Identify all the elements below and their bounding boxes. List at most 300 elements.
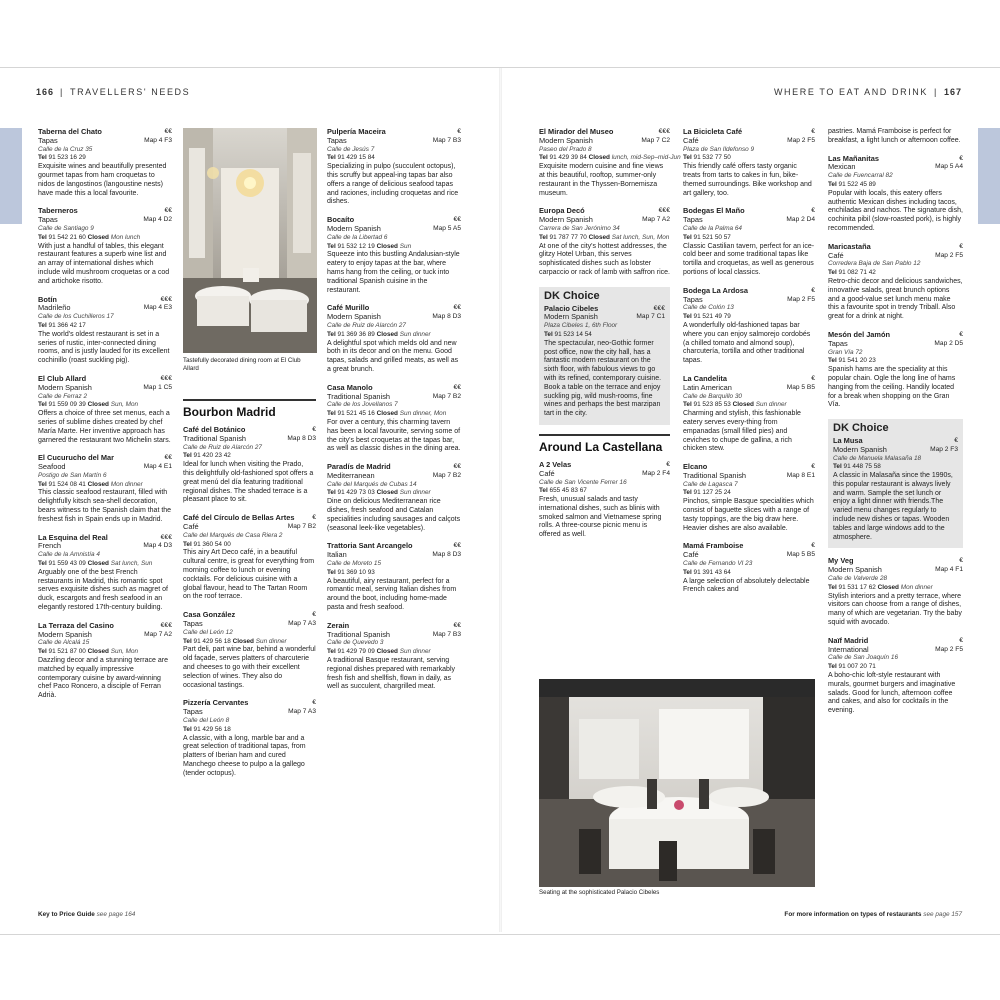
restaurant-name: Zerain [327, 620, 350, 630]
gutter [499, 68, 502, 932]
tel-label: Tel [327, 154, 336, 162]
cuisine-type: Modern Spanish [544, 312, 598, 322]
closed-label: Closed [232, 637, 254, 645]
tel-number: 91 521 50 57 [693, 233, 731, 241]
map-reference: Map 2 F5 [935, 645, 963, 653]
restaurant-name: Bodegas El Maño [683, 206, 745, 216]
address: Calle de Valverde 28 [828, 575, 888, 583]
cuisine-type: Italian [327, 550, 347, 560]
telephone-line [828, 357, 963, 366]
tel-label: Tel [327, 648, 336, 656]
section-heading: Bourbon Madrid [183, 399, 316, 419]
right-thumb-tab [978, 128, 1000, 224]
tel-label: Tel [544, 330, 553, 338]
description: Dazzling decor and a stunning terrace are matched by equally impressive contemporary cuisine by award-winning chef Paco Roncero, a disciple of Ferran Adrià. [38, 657, 168, 700]
map-reference: Map 5 B5 [786, 383, 815, 391]
entry-type-row [38, 463, 172, 472]
club-allard-caption: Tastefully decorated dining room at El Club Allard [183, 357, 301, 372]
right-running-head: WHERE TO EAT AND DRINK | 167 [773, 87, 962, 97]
price-band: €€ [453, 304, 461, 312]
entry-type-row [183, 435, 316, 444]
telephone-line [828, 181, 963, 190]
price-band: € [457, 128, 461, 135]
price-band: € [959, 330, 963, 338]
tel-label: Tel [38, 154, 47, 162]
tel-label: Tel [38, 321, 47, 329]
restaurant-name: Bodega La Ardosa [683, 285, 749, 295]
tel-label: Tel [683, 233, 692, 241]
cuisine-type: Modern Spanish [539, 215, 593, 225]
tel-number: 91 521 87 00 [48, 648, 86, 656]
entry-type-row [683, 296, 815, 305]
map-reference: Map 2 D4 [786, 216, 815, 224]
address: Calle de San Joaquín 16 [828, 654, 898, 662]
tel-label: Tel [683, 489, 692, 497]
entry-type-row [327, 393, 461, 402]
description: Fresh, unusual salads and tasty international dishes, such as blinis with smoked salmon and Vietnamese spring rolls. A three-course picnic menu is offered as well. [539, 496, 662, 539]
closed-days: Mon dinner [110, 480, 143, 488]
tel-number: 91 532 12 19 [337, 242, 375, 250]
closed-days: Sat lunch, Sun [110, 560, 153, 568]
telephone-line [38, 560, 172, 569]
description: Classic Castilian tavern, perfect for an ice-cold beer and some traditional tapas like tortilla and croquetas, as well as generous portions of local classics. [683, 242, 815, 276]
restaurant-entry [683, 375, 815, 454]
cuisine-type: International [828, 644, 869, 654]
closed-days: Sun, Mon [110, 401, 139, 409]
closed-label: Closed [376, 489, 398, 497]
restaurant-name: Café del Botánico [183, 425, 246, 434]
price-band: €€€ [160, 533, 172, 541]
description: Dine on delicious Mediterranean rice dishes, fresh seafood and Catalan specialities including sausages and calçots (seasonal leek-like vegetables). [327, 498, 461, 532]
tel-number: 91 524 08 41 [48, 480, 86, 488]
map-reference: Map 2 D5 [934, 339, 963, 347]
description: A wonderfully old-fashioned tapas bar where you can enjoy salmorejo cordobés (a chilled tomato and almond soup), charcutería, tortilla and other traditional tapas. [683, 321, 811, 365]
entry-type-row [833, 446, 958, 455]
cuisine-type: Café [539, 468, 555, 478]
price-band: €€€ [160, 295, 172, 303]
tel-label: Tel [683, 154, 692, 162]
tel-label: Tel [539, 154, 548, 162]
cuisine-type: Tapas [327, 135, 347, 145]
restaurant-entry [327, 622, 461, 692]
address: Carrera de San Jerónimo 34 [539, 224, 620, 232]
restaurant-name: My Veg [828, 556, 854, 566]
cuisine-type: Café [683, 135, 699, 145]
price-band: € [811, 374, 815, 382]
price-band: €€ [164, 207, 172, 215]
tel-number: 91 541 20 23 [838, 357, 876, 365]
address: Calle de Quevedo 3 [327, 639, 384, 647]
closed-days: Mon dinner [900, 583, 933, 591]
tel-label: Tel [38, 401, 47, 409]
column-2 [183, 395, 316, 787]
tel-label: Tel [327, 410, 336, 418]
entry-type-row [539, 470, 670, 479]
tel-label: Tel [828, 180, 837, 188]
cuisine-type: Seafood [38, 462, 66, 472]
restaurant-entry [828, 637, 963, 716]
telephone-line [183, 452, 316, 461]
cuisine-type: Tapas [38, 215, 58, 225]
telephone-line [183, 541, 316, 550]
continued-text: pastries. Mamá Framboise is perfect for breakfast, a light lunch or afternoon coffee. [828, 128, 961, 144]
description: Popular with locals, this eatery offers authentic Mexican dishes including tacos, enchiladas and nachos. The signature dish, cochinita pibil (slow-roasted pork), is highly recommended. [828, 189, 963, 232]
closed-label: Closed [87, 233, 109, 241]
tel-number: 91 007 20 71 [838, 663, 876, 671]
telephone-line [544, 331, 665, 340]
price-band: €€€ [658, 207, 670, 215]
address: Postigo de San Martín 6 [38, 471, 107, 479]
price-band: €€ [453, 463, 461, 471]
entry-name-row [539, 461, 670, 470]
cuisine-type: Mexican [828, 162, 856, 172]
map-reference: Map 7 B3 [432, 630, 461, 638]
restaurant-entry [183, 514, 316, 602]
tel-number: 91 521 45 16 [337, 410, 375, 418]
address: Calle del Marqués de Cubas 14 [327, 480, 417, 488]
cuisine-type: Traditional Spanish [327, 629, 390, 639]
description: Stylish interiors and a pretty terrace, where visitors can choose from a range of dishes, many of which are vegetarian. Try the baby squid with avocado. [828, 592, 962, 627]
entry-type-row [828, 163, 963, 172]
tel-label: Tel [38, 560, 47, 568]
left-page-number: 166 [36, 87, 55, 97]
map-reference: Map 7 A3 [288, 708, 316, 716]
column-1 [38, 128, 172, 710]
cuisine-type: Madrileño [38, 303, 71, 313]
address: Calle de la Palma 64 [683, 224, 742, 232]
cuisine-type: Tapas [683, 294, 703, 304]
closed-days: Sun dinner [255, 637, 287, 645]
price-band: € [811, 286, 815, 294]
cuisine-type: Modern Spanish [38, 629, 92, 639]
entry-type-row [539, 137, 670, 146]
address: Corredera Baja de San Pablo 12 [828, 260, 921, 268]
restaurant-entry [539, 207, 670, 277]
description: The spectacular, neo-Gothic former post office, now the city hall, has a fantastic modern restaurant on the sixth floor, with fabulous views to go with its refined, contemporary cuisine. Book a table on the terrace and enjoy suckling pig, wild mush-rooms, fine wines and perhaps the best marzipan tart in the city. [544, 339, 662, 418]
price-band: € [959, 154, 963, 162]
entry-type-row [683, 137, 815, 146]
price-band: €€€ [160, 374, 172, 382]
left-running-head: 166 | TRAVELLERS' NEEDS [36, 87, 191, 97]
restaurant-entry [683, 128, 815, 198]
description: Specializing in pulpo (succulent octopus), this scruffy but appeal-ing tapas bar also offers a range of delicious seafood tapas and raciones, including croquetas and rice dishes. [327, 163, 459, 206]
restaurant-entry [327, 216, 461, 295]
map-reference: Map 8 D3 [287, 434, 316, 442]
tel-label: Tel [38, 648, 47, 656]
tel-label: Tel [327, 489, 336, 497]
tel-label: Tel [828, 583, 837, 591]
entry-type-row [828, 340, 963, 349]
tel-number: 91 420 23 42 [193, 452, 231, 460]
telephone-line [683, 569, 815, 578]
restaurant-name: Europa Decó [539, 206, 585, 216]
telephone-line [828, 269, 963, 278]
telephone-line [183, 638, 316, 647]
cuisine-type: Modern Spanish [539, 135, 593, 145]
cuisine-type: Traditional Spanish [327, 391, 390, 401]
map-reference: Map 7 B2 [287, 522, 316, 530]
telephone-line [38, 154, 172, 163]
entry-name-row [38, 128, 172, 137]
restaurant-name: La Bicicleta Café [683, 127, 743, 136]
cuisine-type: Tapas [183, 707, 203, 717]
restaurant-entry [828, 155, 963, 234]
entry-type-row [327, 631, 461, 640]
telephone-line [683, 234, 815, 243]
cuisine-type: Tapas [38, 135, 58, 145]
restaurant-name: Paradís de Madrid [327, 462, 391, 472]
map-reference: Map 2 F4 [642, 469, 670, 477]
restaurant-entry [38, 454, 172, 524]
description: This airy Art Deco café, in a beautiful cultural centre, is great for everything from morning coffee to lunch or evening cocktails. For delicious cuisine with a global flavour, head to The Tartan Room on the roof terrace. [183, 549, 315, 601]
address: Paseo del Prado 8 [539, 145, 592, 153]
tel-number: 91 531 17 62 [838, 583, 876, 591]
map-reference: Map 2 F5 [787, 136, 815, 144]
price-guide-ref[interactable]: see page 164 [96, 911, 136, 918]
restaurant-name: La Terraza del Casino [38, 620, 114, 630]
address: Calle del León 12 [183, 628, 233, 636]
closed-days: Sun, Mon [110, 648, 139, 656]
restaurant-name: Café Murillo [327, 303, 370, 313]
description: A beautiful, airy restaurant, perfect for a romantic meal, serving Italian dishes from around the boot, including home-made pasta and fresh seafood. [327, 577, 457, 612]
entry-type-row [38, 631, 172, 640]
cuisine-type: Traditional Spanish [683, 470, 746, 480]
restaurant-entry [683, 542, 815, 595]
entry-type-row [183, 620, 316, 629]
price-band: € [811, 128, 815, 135]
tel-label: Tel [833, 463, 842, 471]
tel-label: Tel [539, 487, 548, 495]
description: A large selection of absolutely delectable French cakes and [683, 577, 810, 594]
price-band: €€€ [658, 128, 670, 135]
price-band: € [811, 463, 815, 471]
price-band: €€€ [160, 621, 172, 629]
description: Charming and stylish, this fashionable eatery serves every-thing from empanadas (small filled pies) and ceviches to chupe de gallina, a rich chicken stew. [683, 410, 801, 453]
tel-number: 655 45 83 67 [549, 487, 587, 495]
entry-type-row [544, 313, 665, 322]
map-reference: Map 7 B2 [432, 392, 461, 400]
restaurant-name: El Mirador del Museo [539, 127, 614, 136]
map-reference: Map 8 D3 [432, 551, 461, 559]
telephone-line [828, 584, 963, 593]
telephone-line [327, 331, 461, 340]
entry-name-row [38, 207, 172, 216]
restaurant-entry [327, 542, 461, 612]
restaurant-entry [38, 207, 172, 286]
tel-number: 91 559 43 09 [48, 560, 86, 568]
tel-number: 91 787 77 70 [549, 233, 587, 241]
tel-label: Tel [183, 540, 192, 548]
telephone-line [38, 322, 172, 331]
restaurant-name: El Club Allard [38, 373, 87, 383]
telephone-line [327, 569, 461, 578]
price-band: € [959, 557, 963, 565]
tel-number: 91 448 75 58 [843, 463, 881, 471]
restaurant-entry [183, 426, 316, 505]
tel-number: 91 082 71 42 [838, 269, 876, 277]
cuisine-type: Tapas [828, 338, 848, 348]
description: A classic, with a long, marble bar and a great selection of traditional tapas, from platters of Iberian ham and cured Manchego cheese to pulpo a la gallego (tender octopus). [183, 734, 306, 777]
description: Arguably one of the best French restaurants in Madrid, this romantic spot serves exquisite dishes such as magret of duck, escargots and fresh seafood in an elegantly restored 17th-century building. [38, 568, 168, 612]
cuisine-type: Modern Spanish [327, 223, 381, 233]
left-footer [38, 911, 135, 918]
tel-number: 91 391 43 64 [693, 568, 731, 576]
dk-choice-box [539, 287, 670, 425]
address: Gran Vía 72 [828, 348, 863, 356]
closed-days: Sun dinner [399, 330, 431, 338]
restaurant-name: Palacio Cibeles [544, 303, 599, 313]
entry-type-row [683, 384, 815, 393]
address: Calle del León 8 [183, 716, 230, 724]
description: At one of the city's hottest addresses, the glitzy Hotel Urban, this serves sophisticated dishes such as lobster carpaccio or rack of lamb with saffron rice. [539, 242, 670, 276]
address: Calle de Fuencarral 82 [828, 172, 893, 180]
closed-days: Sun dinner [399, 648, 431, 656]
map-reference: Map 7 A3 [288, 619, 316, 627]
address: Calle de Ferraz 2 [38, 392, 88, 400]
column-5 [683, 128, 815, 604]
tel-number: 91 366 42 17 [48, 321, 86, 329]
tel-number: 91 429 56 18 [193, 725, 231, 733]
restaurant-entry [38, 622, 172, 701]
restaurant-name: Botín [38, 294, 57, 304]
restaurant-entry [38, 128, 172, 198]
dk-choice-label: DK Choice [833, 422, 889, 435]
map-reference: Map 4 D2 [143, 216, 172, 224]
telephone-line [683, 489, 815, 498]
map-reference: Map 7 B3 [432, 136, 461, 144]
map-reference: Map 5 A5 [433, 224, 461, 232]
tel-number: 91 369 10 93 [337, 568, 375, 576]
entry-type-row [539, 216, 670, 225]
price-band: € [959, 242, 963, 250]
tel-label: Tel [539, 233, 548, 241]
entry-type-row [38, 304, 172, 313]
price-band: € [312, 514, 316, 522]
cuisine-type: Café [828, 250, 844, 260]
left-section-title: TRAVELLERS' NEEDS [69, 87, 191, 97]
map-reference: Map 8 E1 [786, 471, 815, 479]
telephone-line [539, 234, 670, 243]
description: For over a century, this charming tavern has been a local favourite, serving some of the city's best croquetas at the tapas bar, as well as classic dishes in the dining area. [327, 418, 461, 453]
tel-label: Tel [38, 480, 47, 488]
restaurant-entry [683, 207, 815, 277]
cuisine-type: Tapas [183, 618, 203, 628]
address: Calle de Jesús 7 [327, 145, 375, 153]
entry-name-row [183, 514, 316, 523]
cuisine-type: Modern Spanish [38, 382, 92, 392]
closed-label: Closed [376, 648, 398, 656]
restaurant-entry [683, 463, 815, 533]
tel-number: 91 369 36 89 [337, 330, 375, 338]
tel-number: 91 429 56 18 [193, 637, 231, 645]
price-band: € [312, 611, 316, 619]
restaurant-entry [38, 534, 172, 613]
description: A traditional Basque restaurant, serving regional dishes prepared with remarkably fresh fish and shellfish, flown in daily, as well as succulent, chargrilled meat. [327, 657, 456, 691]
map-reference: Map 4 E1 [143, 463, 172, 471]
tel-number: 91 521 49 79 [693, 313, 731, 321]
map-reference: Map 5 B5 [786, 551, 815, 559]
cuisine-type: Traditional Spanish [183, 433, 246, 443]
address: Calle del Marqués de Casa Riera 2 [183, 531, 283, 539]
closed-label: Closed [87, 648, 109, 656]
cuisine-type: Modern Spanish [327, 312, 381, 322]
restaurant-types-label: For more information on types of restaurants [784, 911, 922, 918]
price-band: € [811, 542, 815, 550]
description: A boho-chic loft-style restaurant with murals, gourmet burgers and imaginative salads. Good for lunch, afternoon coffee and cakes, and also for cocktails in the evening. [828, 672, 956, 715]
restaurant-entry [183, 611, 316, 690]
cuisine-type: Latin American [683, 382, 732, 392]
cuisine-type: Café [183, 521, 199, 531]
tel-label: Tel [327, 330, 336, 338]
restaurant-name: A 2 Velas [539, 459, 572, 469]
restaurant-types-ref[interactable]: see page 157 [923, 911, 962, 918]
tel-number: 91 360 54 00 [193, 540, 231, 548]
restaurant-name: Taberna del Chato [38, 127, 102, 136]
restaurant-entry [539, 127, 681, 198]
map-reference: Map 4 F3 [144, 136, 172, 144]
telephone-line [38, 401, 172, 410]
entry-type-row [327, 137, 461, 146]
closed-label: Closed [376, 330, 398, 338]
closed-days: lunch, mid-Sep–mid-Jun [611, 154, 681, 162]
restaurant-name: La Candelita [683, 373, 727, 383]
entry-name-row [828, 243, 963, 252]
entry-type-row [683, 216, 815, 225]
entry-type-row [828, 252, 963, 261]
price-band: €€ [164, 454, 172, 462]
restaurant-entry [327, 128, 461, 207]
entry-type-row [183, 523, 316, 532]
address: Calle de Colón 13 [683, 304, 734, 312]
map-reference: Map 5 A4 [935, 163, 963, 171]
telephone-line [183, 726, 316, 735]
address: Calle de San Vicente Ferrer 16 [539, 478, 627, 486]
address: Calle de Lagasca 7 [683, 480, 738, 488]
price-band: € [312, 699, 316, 707]
restaurant-entry [38, 375, 172, 445]
restaurant-name: El Cucurucho del Mar [38, 453, 114, 463]
telephone-line [327, 243, 461, 252]
price-guide-label: Key to Price Guide [38, 911, 95, 918]
restaurant-name: Casa González [183, 610, 236, 620]
address: Calle de los Jovellanos 7 [327, 401, 398, 409]
tel-label: Tel [683, 568, 692, 576]
cuisine-type: Mediterranean [327, 470, 375, 480]
tel-label: Tel [828, 357, 837, 365]
map-reference: Map 7 A2 [144, 630, 172, 638]
telephone-line [833, 463, 958, 472]
restaurant-entry [327, 463, 461, 533]
section-heading: Around La Castellana [539, 434, 670, 454]
entry-name-row [683, 542, 815, 551]
entry-type-row [183, 708, 316, 717]
palacio-cibeles-caption: Seating at the sophisticated Palacio Cibeles [539, 889, 660, 896]
cuisine-type: Modern Spanish [828, 565, 882, 575]
right-section-title: WHERE TO EAT AND DRINK [773, 87, 929, 97]
telephone-line [327, 410, 461, 419]
telephone-line [683, 313, 815, 322]
address: Calle de la Cruz 35 [38, 145, 93, 153]
address: Calle de Barquillo 30 [683, 392, 742, 400]
restaurant-name: Las Mañanitas [828, 153, 879, 163]
tel-number: 91 429 79 09 [337, 648, 375, 656]
closed-days: Sun dinner [755, 401, 787, 409]
tel-number: 91 127 25 24 [693, 489, 731, 497]
address: Plaza de San Ildefonso 9 [683, 145, 755, 153]
price-band: €€ [453, 216, 461, 224]
closed-days: Sun dinner [399, 489, 431, 497]
address: Calle de Alcalá 15 [38, 639, 90, 647]
